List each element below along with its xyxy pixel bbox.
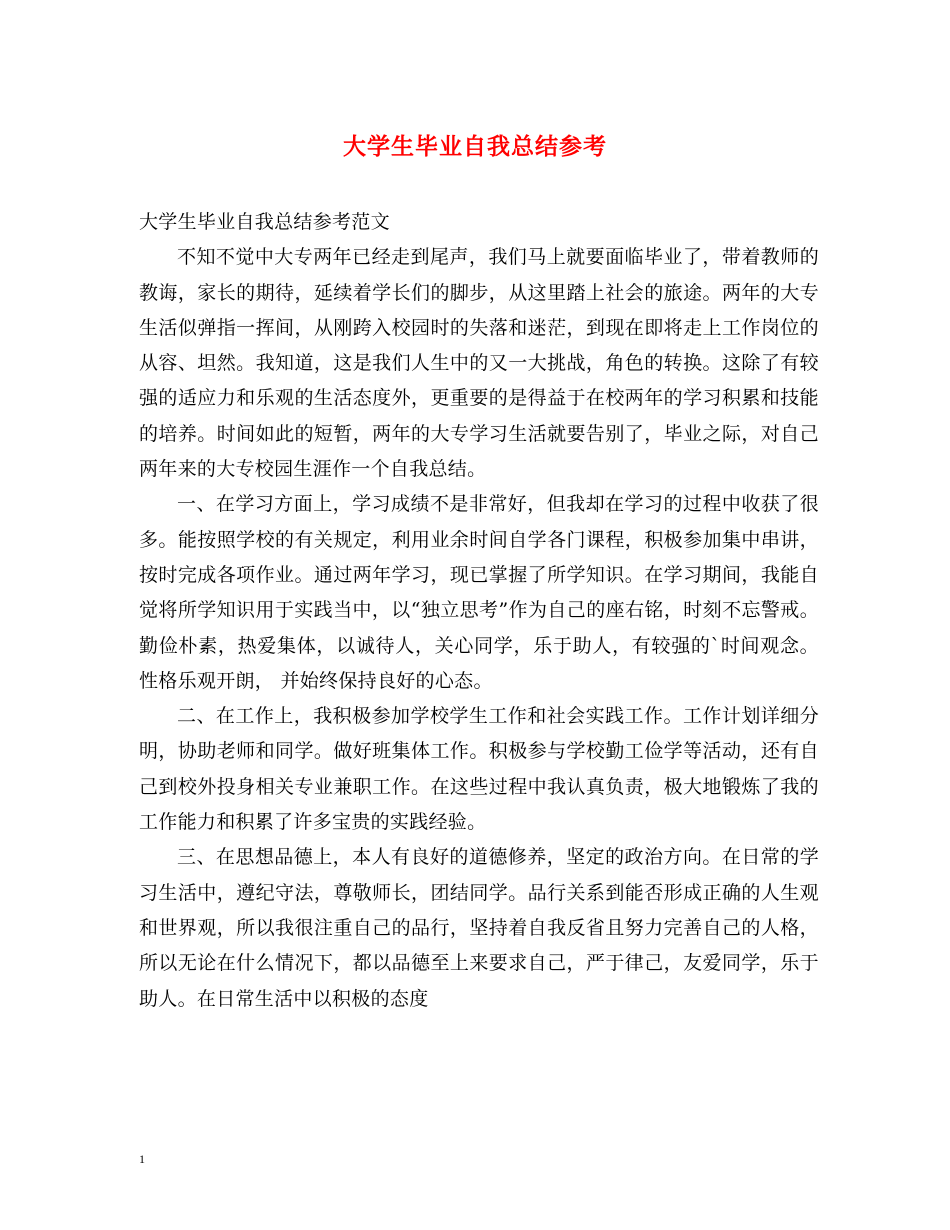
- paragraph-study: 一、在学习方面上，学习成绩不是非常好，但我却在学习的过程中收获了很多。能按照学校的有关规定，利用业余时间自学各门课程，积极参加集中串讲，按时完成各项作业。通过两年学习，现已掌握了所学知识。在学习期间，我能自觉将所学知识用于实践当中，以“独立思考”作为自己的座右铭，时刻不忘警戒。勤俭朴素，热爱集体，以诚待人，关心同学，乐于助人，有较强的`时间观念。性格乐观开朗， 并始终保持良好的心态。: [139, 493, 819, 692]
- page-number: 1: [139, 1152, 145, 1166]
- paragraph-morality: 三、在思想品德上，本人有良好的道德修养，坚定的政治方向。在日常的学习生活中，遵纪守法，尊敬师长，团结同学。品行关系到能否形成正确的人生观和世界观，所以我很注重自己的品行，坚持着自我反省且努力完善自己的人格，所以无论在什么情况下，都以品德至上来要求自己，严于律己，友爱同学，乐于助人。在日常生活中以积极的态度: [139, 846, 819, 1010]
- document-body: [139, 205, 819, 1017]
- document-subtitle: 大学生毕业自我总结参考范文: [139, 211, 390, 233]
- document-title: 大学生毕业自我总结参考: [343, 133, 607, 160]
- paragraph-work: 二、在工作上，我积极参加学校学生工作和社会实践工作。工作计划详细分明，协助老师和同学。做好班集体工作。积极参与学校勤工俭学等活动，还有自己到校外投身相关专业兼职工作。在这些过程中我认真负责，极大地锻炼了我的工作能力和积累了许多宝贵的实践经验。: [139, 705, 819, 834]
- paragraph-intro: 不知不觉中大专两年已经走到尾声，我们马上就要面临毕业了，带着教师的教诲，家长的期待，延续着学长们的脚步，从这里踏上社会的旅途。两年的大专生活似弹指一挥间，从刚跨入校园时的失落和迷茫，到现在即将走上工作岗位的从容、坦然。我知道，这是我们人生中的又一大挑战，角色的转换。这除了有较强的适应力和乐观的生活态度外，更重要的是得益于在校两年的学习积累和技能的培养。时间如此的短暂，两年的大专学习生活就要告别了，毕业之际，对自己两年来的大专校园生涯作一个自我总结。: [139, 246, 819, 481]
